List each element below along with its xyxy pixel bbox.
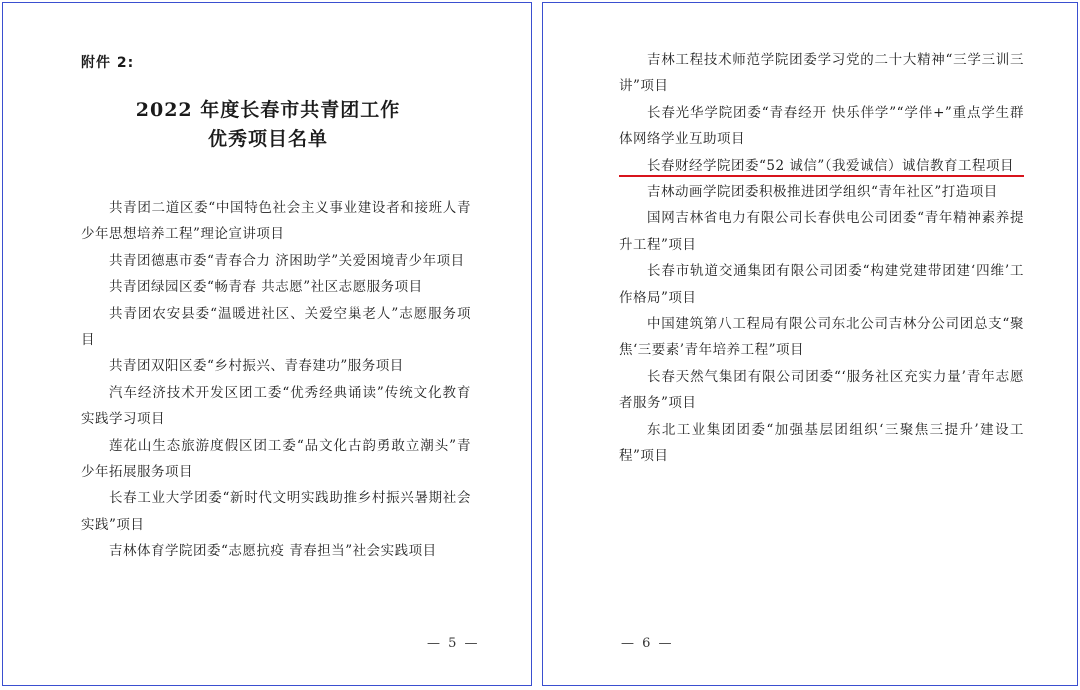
document-page-left xyxy=(2,2,532,686)
project-item: 共青团农安县委“温暖进社区、关爱空巢老人”志愿服务项目 xyxy=(81,305,471,349)
project-item: 国网吉林省电力有限公司长春供电公司团委“青年精神素养提升工程”项目 xyxy=(619,210,1024,253)
project-list-left xyxy=(81,195,471,565)
project-item: 东北工业集团团委“加强基层团组织‘三聚焦三提升’建设工程”项目 xyxy=(619,421,1024,465)
project-item: 共青团德惠市委“青春合力 济困助学”关爱困境青少年项目 xyxy=(109,252,465,269)
document-title-line2: 优秀项目名单 xyxy=(207,128,328,150)
project-item: 共青团双阳区委“乡村振兴、青春建功”服务项目 xyxy=(109,358,404,375)
project-item: 共青团绿园区委“畅青春 共志愿”社区志愿服务项目 xyxy=(109,279,423,296)
project-item: 吉林工程技术师范学院团委学习党的二十大精神“三学三训三讲”项目 xyxy=(619,52,1024,95)
project-item: 长春工业大学团委“新时代文明实践助推乡村振兴暑期社会实践”项目 xyxy=(81,490,471,533)
project-item: 汽车经济技术开发区团工委“优秀经典诵读”传统文化教育实践学习项目 xyxy=(81,384,471,428)
project-item: 共青团二道区委“中国特色社会主义事业建设者和接班人青少年思想培养工程”理论宣讲项目 xyxy=(81,200,471,243)
project-item: 长春市轨道交通集团有限公司团委“构建党建带团建‘四维’工作格局”项目 xyxy=(619,263,1024,306)
project-item: 吉林动画学院团委积极推进团学组织“青年社区”打造项目 xyxy=(647,184,998,201)
project-item: 长春光华学院团委“青春经开 快乐伴学”“学伴+”重点学生群体网络学业互助项目 xyxy=(619,104,1024,148)
project-item: 中国建筑第八工程局有限公司东北公司吉林分公司团总支“聚焦‘三要素’青年培养工程”项目 xyxy=(619,316,1024,359)
project-item: 长春天然气集团有限公司团委“‘服务社区充实力量’青年志愿者服务”项目 xyxy=(619,368,1024,412)
page-number: — 5 — xyxy=(427,636,480,651)
document-title-line1: 2022 年度长春市共青团工作 xyxy=(135,99,401,121)
project-item: 莲花山生态旅游度假区团工委“品文化古韵勇敢立潮头”青少年拓展服务项目 xyxy=(81,437,471,481)
project-item-highlighted: 长春财经学院团委“52 诚信”（我爱诚信）诚信教育工程项目 xyxy=(619,153,1024,179)
attachment-label: 附件 2: xyxy=(81,55,135,71)
project-list-right xyxy=(619,47,1024,470)
document-page-right xyxy=(542,2,1078,686)
project-item: 吉林体育学院团委“志愿抗疫 青春担当”社会实践项目 xyxy=(109,543,437,560)
page-number: — 6 — xyxy=(621,636,674,651)
